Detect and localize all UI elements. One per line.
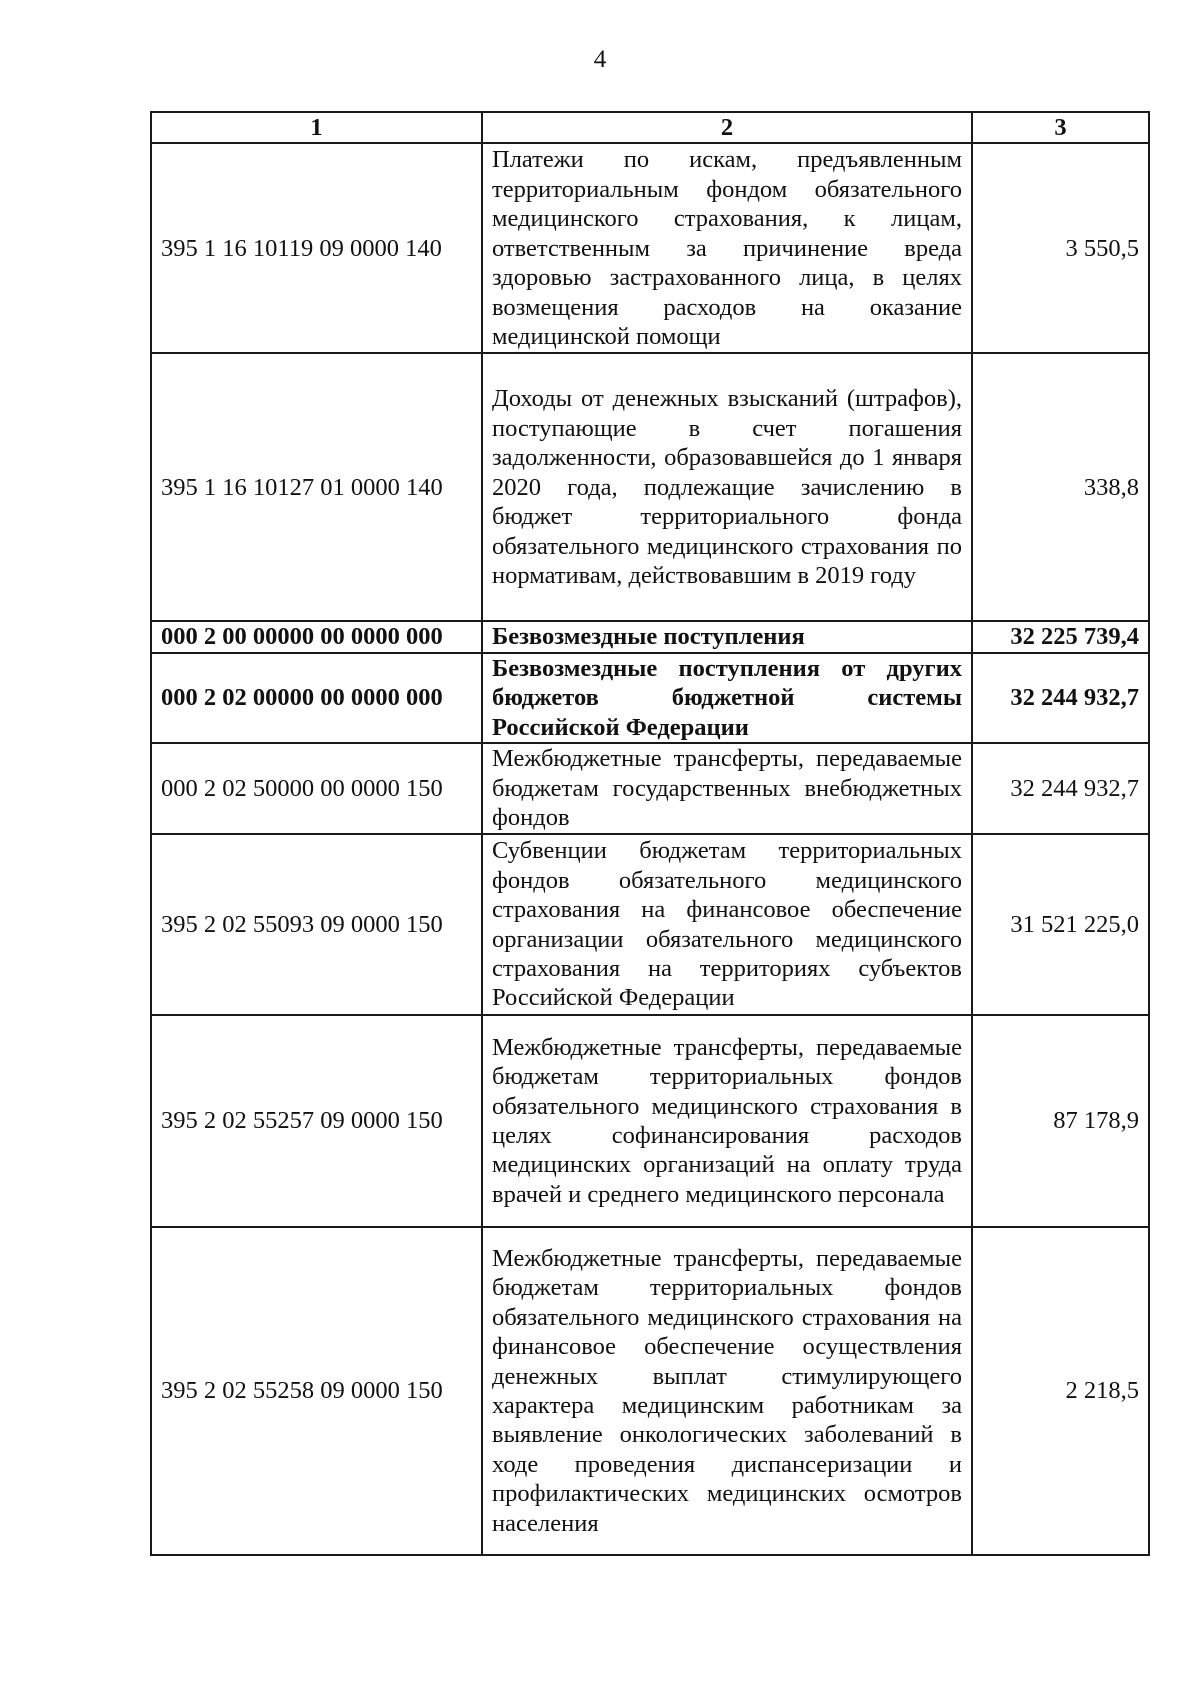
row-code: 395 2 02 55258 09 0000 150 [151, 1227, 482, 1555]
table-header-row [151, 112, 1149, 143]
row-description: Безвозмездные поступления [482, 621, 972, 652]
row-description: Межбюджетные трансферты, передаваемые бюджетам государственных внебюджетных фондов [482, 743, 972, 834]
table-row [151, 834, 1149, 1015]
row-code: 395 1 16 10119 09 0000 140 [151, 143, 482, 353]
row-description: Платежи по искам, предъявленным территориальным фондом обязательного медицинского страхования, к лицам, ответственным за причинение вреда здоровью застрахованного лица, в целях возмещения расходов на оказание медицинской помощи [482, 143, 972, 353]
row-amount: 3 550,5 [972, 143, 1149, 353]
row-code: 395 1 16 10127 01 0000 140 [151, 353, 482, 621]
row-description: Межбюджетные трансферты, передаваемые бюджетам территориальных фондов обязательного медицинского страхования на финансовое обеспечение осуществления денежных выплат стимулирующего характера медицинским работникам за выявление онкологических заболеваний в ходе проведения диспансеризации и профилактических медицинских осмотров населения [482, 1227, 972, 1555]
row-code: 000 2 02 00000 00 0000 000 [151, 653, 482, 743]
row-description: Субвенции бюджетам территориальных фондов обязательного медицинского страхования на финансовое обеспечение организации обязательного медицинского страхования на территориях субъектов Российской Федерации [482, 834, 972, 1015]
row-amount: 87 178,9 [972, 1015, 1149, 1227]
row-description: Доходы от денежных взысканий (штрафов), поступающие в счет погашения задолженности, образовавшейся до 1 января 2020 года, подлежащие зачислению в бюджет территориального фонда обязательного медицинского страхования по нормативам, действовавшим в 2019 году [482, 353, 972, 621]
table-row [151, 743, 1149, 834]
table-row [151, 621, 1149, 652]
row-description: Безвозмездные поступления от других бюджетов бюджетной системы Российской Федерации [482, 653, 972, 743]
row-code: 395 2 02 55257 09 0000 150 [151, 1015, 482, 1227]
column-header-2: 2 [482, 112, 972, 143]
table-row [151, 353, 1149, 621]
column-header-1: 1 [151, 112, 482, 143]
table-row [151, 653, 1149, 743]
row-amount: 31 521 225,0 [972, 834, 1149, 1015]
row-amount: 32 244 932,7 [972, 743, 1149, 834]
row-code: 000 2 02 50000 00 0000 150 [151, 743, 482, 834]
column-header-3: 3 [972, 112, 1149, 143]
page-number: 4 [593, 46, 607, 73]
row-amount: 2 218,5 [972, 1227, 1149, 1555]
table-row [151, 1227, 1149, 1555]
revenue-table [150, 111, 1150, 1556]
row-amount: 32 225 739,4 [972, 621, 1149, 652]
row-code: 000 2 00 00000 00 0000 000 [151, 621, 482, 652]
row-amount: 32 244 932,7 [972, 653, 1149, 743]
row-amount: 338,8 [972, 353, 1149, 621]
table-row [151, 1015, 1149, 1227]
table-row [151, 143, 1149, 353]
row-code: 395 2 02 55093 09 0000 150 [151, 834, 482, 1015]
row-description: Межбюджетные трансферты, передаваемые бюджетам территориальных фондов обязательного медицинского страхования в целях софинансирования расходов медицинских организаций на оплату труда врачей и среднего медицинского персонала [482, 1015, 972, 1227]
